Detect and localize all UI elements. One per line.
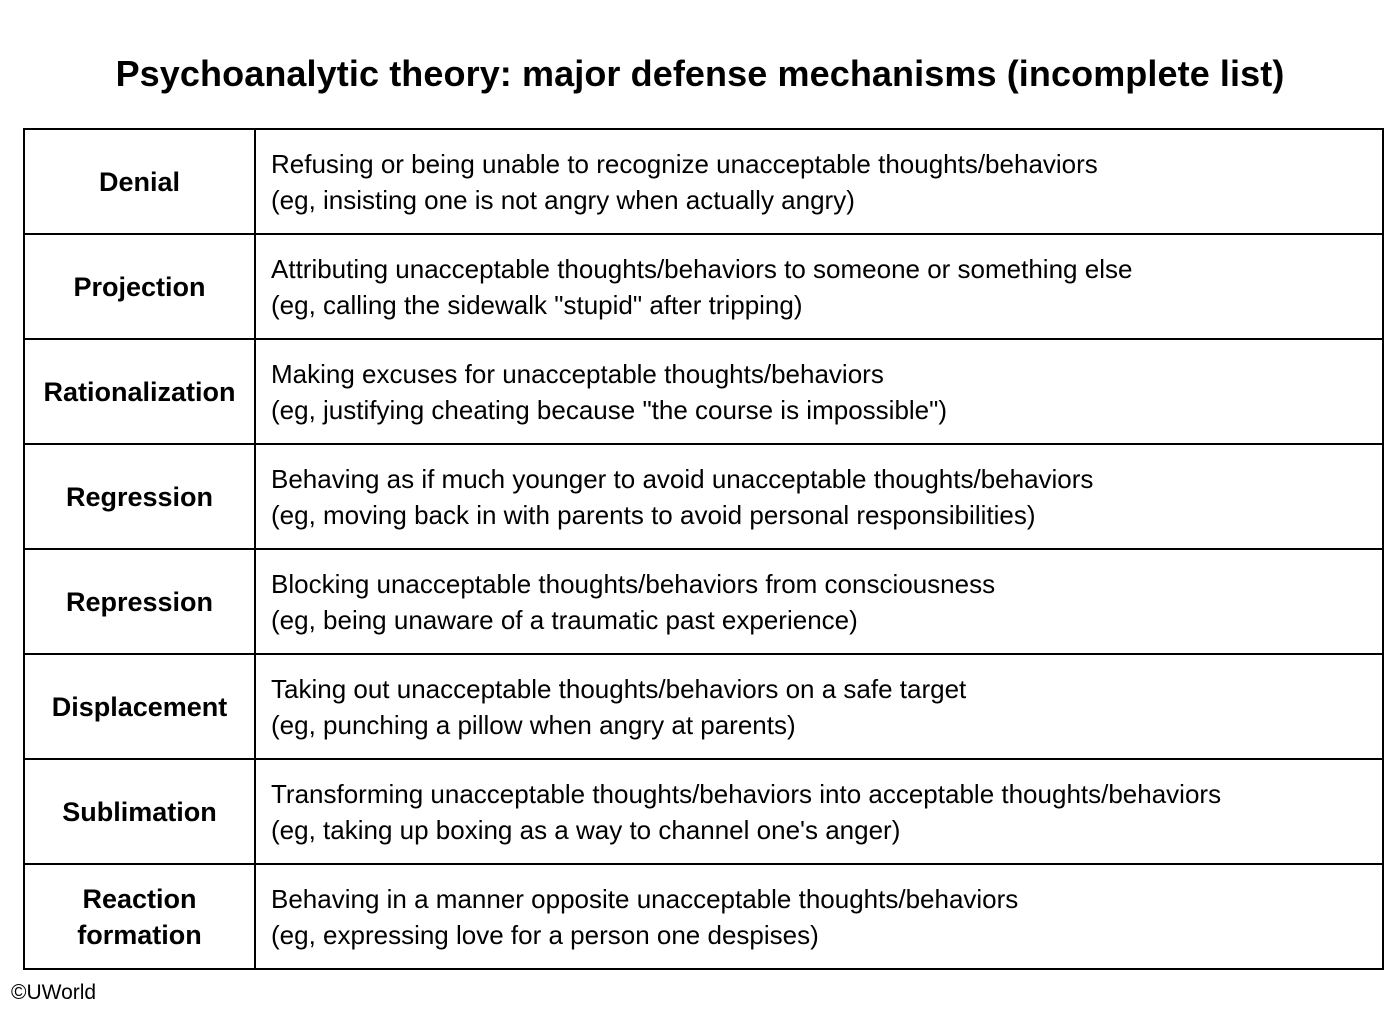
description-cell — [255, 234, 1383, 339]
table-row — [24, 549, 1383, 654]
example-text: (eg, calling the sidewalk "stupid" after tripping) — [271, 289, 803, 320]
table-row — [24, 654, 1383, 759]
example-text: (eg, justifying cheating because "the course is impossible") — [271, 394, 948, 425]
definition-text: Refusing or being unable to recognize unacceptable thoughts/behaviors — [271, 148, 1098, 179]
definition-text: Behaving in a manner opposite unacceptable thoughts/behaviors — [271, 883, 1019, 914]
table-row — [24, 234, 1383, 339]
term-cell: Displacement — [24, 654, 255, 759]
description-cell — [255, 654, 1383, 759]
definition-text: Transforming unacceptable thoughts/behaviors into acceptable thoughts/behaviors — [271, 778, 1222, 809]
term-cell: Denial — [24, 129, 255, 234]
table-row — [24, 444, 1383, 549]
table-row — [24, 759, 1383, 864]
defense-mechanisms-table — [23, 128, 1384, 970]
description-cell — [255, 864, 1383, 969]
example-text: (eg, expressing love for a person one despises) — [271, 919, 819, 950]
copyright-notice: ©UWorld — [11, 981, 97, 1004]
table-row — [24, 864, 1383, 969]
term-cell: Repression — [24, 549, 255, 654]
example-text: (eg, insisting one is not angry when actually angry) — [271, 184, 855, 215]
description-cell — [255, 759, 1383, 864]
definition-text: Attributing unacceptable thoughts/behaviors to someone or something else — [271, 253, 1133, 284]
term-cell: Sublimation — [24, 759, 255, 864]
table-row — [24, 339, 1383, 444]
definition-text: Making excuses for unacceptable thoughts/behaviors — [271, 358, 884, 389]
description-cell — [255, 444, 1383, 549]
example-text: (eg, punching a pillow when angry at parents) — [271, 709, 796, 740]
example-text: (eg, taking up boxing as a way to channel one's anger) — [271, 814, 901, 845]
term-cell: Projection — [24, 234, 255, 339]
term-line: Reaction — [82, 883, 197, 914]
term-cell: Rationalization — [24, 339, 255, 444]
term-line: formation — [77, 919, 202, 950]
description-cell — [255, 129, 1383, 234]
page-title: Psychoanalytic theory: major defense mechanisms (incomplete list) — [115, 53, 1285, 94]
term-cell: Regression — [24, 444, 255, 549]
example-text: (eg, being unaware of a traumatic past experience) — [271, 604, 858, 635]
definition-text: Taking out unacceptable thoughts/behaviors on a safe target — [271, 673, 967, 704]
description-cell — [255, 339, 1383, 444]
term-cell — [24, 864, 255, 969]
example-text: (eg, moving back in with parents to avoid personal responsibilities) — [271, 499, 1036, 530]
definition-text: Behaving as if much younger to avoid unacceptable thoughts/behaviors — [271, 463, 1094, 494]
description-cell — [255, 549, 1383, 654]
definition-text: Blocking unacceptable thoughts/behaviors from consciousness — [271, 568, 996, 599]
table-row — [24, 129, 1383, 234]
